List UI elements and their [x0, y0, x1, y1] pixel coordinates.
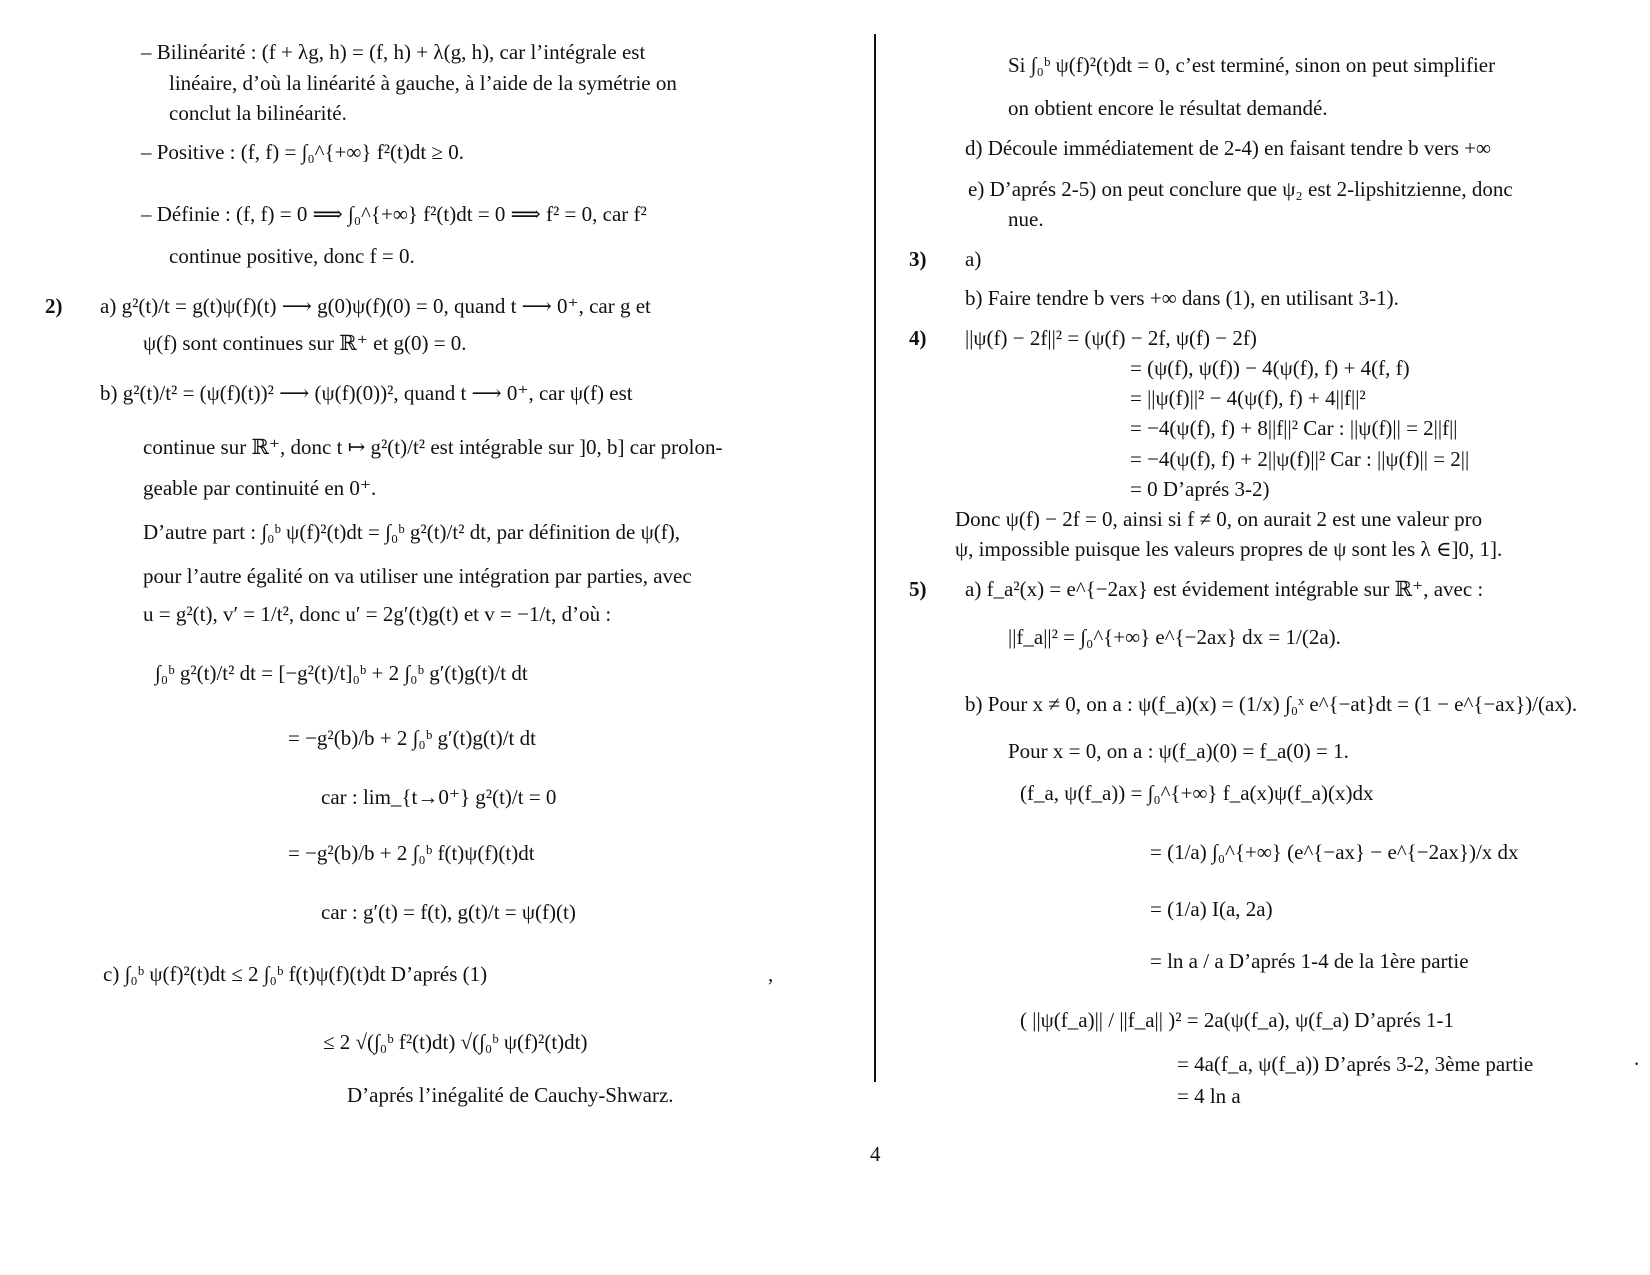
q3a-label: a) [965, 247, 982, 271]
q4-line-1: ||ψ(f) − 2f||² = (ψ(f) − 2f, ψ(f) − 2f) [965, 326, 1257, 350]
q3b-line: b) Faire tendre b vers +∞ dans (1), en utilisant 3-1). [965, 286, 1399, 310]
q2a-line-2: ψ(f) sont continues sur ℝ⁺ et g(0) = 0. [143, 331, 467, 355]
q5b-line-8: = 4a(f_a, ψ(f_a)) D’aprés 3-2, 3ème partie [1177, 1052, 1534, 1076]
q4-line-2: = (ψ(f), ψ(f)) − 4(ψ(f), f) + 4(f, f) [1130, 356, 1410, 380]
continuation-line-2: on obtient encore le résultat demandé. [1008, 96, 1328, 120]
definite-line-2: continue positive, donc f = 0. [169, 244, 415, 268]
bilinearity-line-1: – Bilinéarité : (f + λg, h) = (f, h) + λ(g, h), car l’intégrale est [141, 40, 646, 64]
q2d-line: d) Découle immédiatement de 2-4) en faisant tendre b vers +∞ [965, 136, 1491, 160]
q5b-line-6: = ln a / a D’aprés 1-4 de la 1ère partie [1150, 949, 1469, 973]
definite-line-1: – Définie : (f, f) = 0 ⟹ ∫₀^{+∞} f²(t)dt = 0 ⟹ f² = 0, car f² [141, 202, 647, 226]
bilinearity-line-3: conclut la bilinéarité. [169, 101, 347, 125]
q5a-line-2: ||f_a||² = ∫₀^{+∞} e^{−2ax} dx = 1/(2a). [1008, 625, 1341, 649]
q5b-line-1: b) Pour x ≠ 0, on a : ψ(f_a)(x) = (1/x) ∫₀ˣ e^{−at}dt = (1 − e^{−ax})/(ax). [965, 692, 1578, 716]
q2b-line-6: u = g²(t), v′ = 1/t², donc u′ = 2g′(t)g(t) et v = −1/t, d’où : [143, 602, 612, 626]
equation-line-3: car : lim_{t→0⁺} g²(t)/t = 0 [321, 785, 557, 809]
positive-line: – Positive : (f, f) = ∫₀^{+∞} f²(t)dt ≥ 0. [141, 140, 464, 164]
q4-line-4: = −4(ψ(f), f) + 8||f||² Car : ||ψ(f)|| = 2||f|| [1130, 416, 1458, 440]
q2c-line-1: c) ∫₀ᵇ ψ(f)²(t)dt ≤ 2 ∫₀ᵇ f(t)ψ(f)(t)dt D’aprés (1) [103, 962, 488, 986]
q2b-line-3: geable par continuité en 0⁺. [143, 476, 377, 500]
q4-line-6: = 0 D’aprés 3-2) [1130, 477, 1270, 501]
question-number-3: 3) [909, 247, 927, 271]
question-number-2: 2) [45, 294, 63, 318]
page-number: 4 [870, 1142, 881, 1166]
q2b-line-1: b) g²(t)/t² = (ψ(f)(t))² ⟶ (ψ(f)(0))², quand t ⟶ 0⁺, car ψ(f) est [100, 381, 633, 405]
equation-line-4: = −g²(b)/b + 2 ∫₀ᵇ f(t)ψ(f)(t)dt [288, 841, 535, 865]
q5b-dot: . [1634, 1046, 1640, 1070]
q2a-line-1: a) g²(t)/t = g(t)ψ(f)(t) ⟶ g(0)ψ(f)(0) = 0, quand t ⟶ 0⁺, car g et [100, 294, 651, 318]
q2e-line-2: nue. [1008, 207, 1044, 231]
q2b-line-5: pour l’autre égalité on va utiliser une intégration par parties, avec [143, 564, 692, 588]
q2c-line-3: D’aprés l’inégalité de Cauchy-Shwarz. [347, 1083, 674, 1107]
q5b-line-9: = 4 ln a [1177, 1084, 1241, 1108]
bilinearity-line-2: linéaire, d’où la linéarité à gauche, à l’aide de la symétrie on [169, 71, 677, 95]
q5b-line-2: Pour x = 0, on a : ψ(f_a)(0) = f_a(0) = 1. [1008, 739, 1349, 763]
q5b-line-4: = (1/a) ∫₀^{+∞} (e^{−ax} − e^{−2ax})/x dx [1150, 840, 1519, 864]
question-number-5: 5) [909, 577, 927, 601]
q5b-line-3: (f_a, ψ(f_a)) = ∫₀^{+∞} f_a(x)ψ(f_a)(x)dx [1020, 781, 1374, 805]
q2c-comma: , [768, 962, 774, 986]
q4-line-7: Donc ψ(f) − 2f = 0, ainsi si f ≠ 0, on aurait 2 est une valeur pro [955, 507, 1483, 531]
equation-line-5: car : g′(t) = f(t), g(t)/t = ψ(f)(t) [321, 900, 576, 924]
equation-line-2: = −g²(b)/b + 2 ∫₀ᵇ g′(t)g(t)/t dt [288, 726, 536, 750]
q2c-line-2: ≤ 2 √(∫₀ᵇ f²(t)dt) √(∫₀ᵇ ψ(f)²(t)dt) [323, 1030, 588, 1054]
q4-line-5: = −4(ψ(f), f) + 2||ψ(f)||² Car : ||ψ(f)|| = 2|| [1130, 447, 1470, 471]
q2b-line-4: D’autre part : ∫₀ᵇ ψ(f)²(t)dt = ∫₀ᵇ g²(t)/t² dt, par définition de ψ(f), [143, 520, 681, 544]
q4-line-8: ψ, impossible puisque les valeurs propres de ψ sont les λ ∈]0, 1]. [955, 537, 1503, 561]
column-divider [874, 34, 876, 1082]
q5b-line-5: = (1/a) I(a, 2a) [1150, 897, 1273, 921]
q2b-line-2: continue sur ℝ⁺, donc t ↦ g²(t)/t² est intégrable sur ]0, b] car prolon- [143, 435, 723, 459]
q5a-line-1: a) f_a²(x) = e^{−2ax} est évidement intégrable sur ℝ⁺, avec : [965, 577, 1484, 601]
continuation-line-1: Si ∫₀ᵇ ψ(f)²(t)dt = 0, c’est terminé, sinon on peut simplifier [1008, 53, 1496, 77]
q5b-line-7: ( ||ψ(f_a)|| / ||f_a|| )² = 2a(ψ(f_a), ψ(f_a) D’aprés 1-1 [1020, 1008, 1455, 1032]
q4-line-3: = ||ψ(f)||² − 4(ψ(f), f) + 4||f||² [1130, 386, 1366, 410]
q2e-line-1: e) D’aprés 2-5) on peut conclure que ψ₂ est 2-lipshitzienne, donc [968, 177, 1513, 201]
equation-line-1: ∫₀ᵇ g²(t)/t² dt = [−g²(t)/t]₀ᵇ + 2 ∫₀ᵇ g′(t)g(t)/t dt [155, 661, 528, 685]
question-number-4: 4) [909, 326, 927, 350]
